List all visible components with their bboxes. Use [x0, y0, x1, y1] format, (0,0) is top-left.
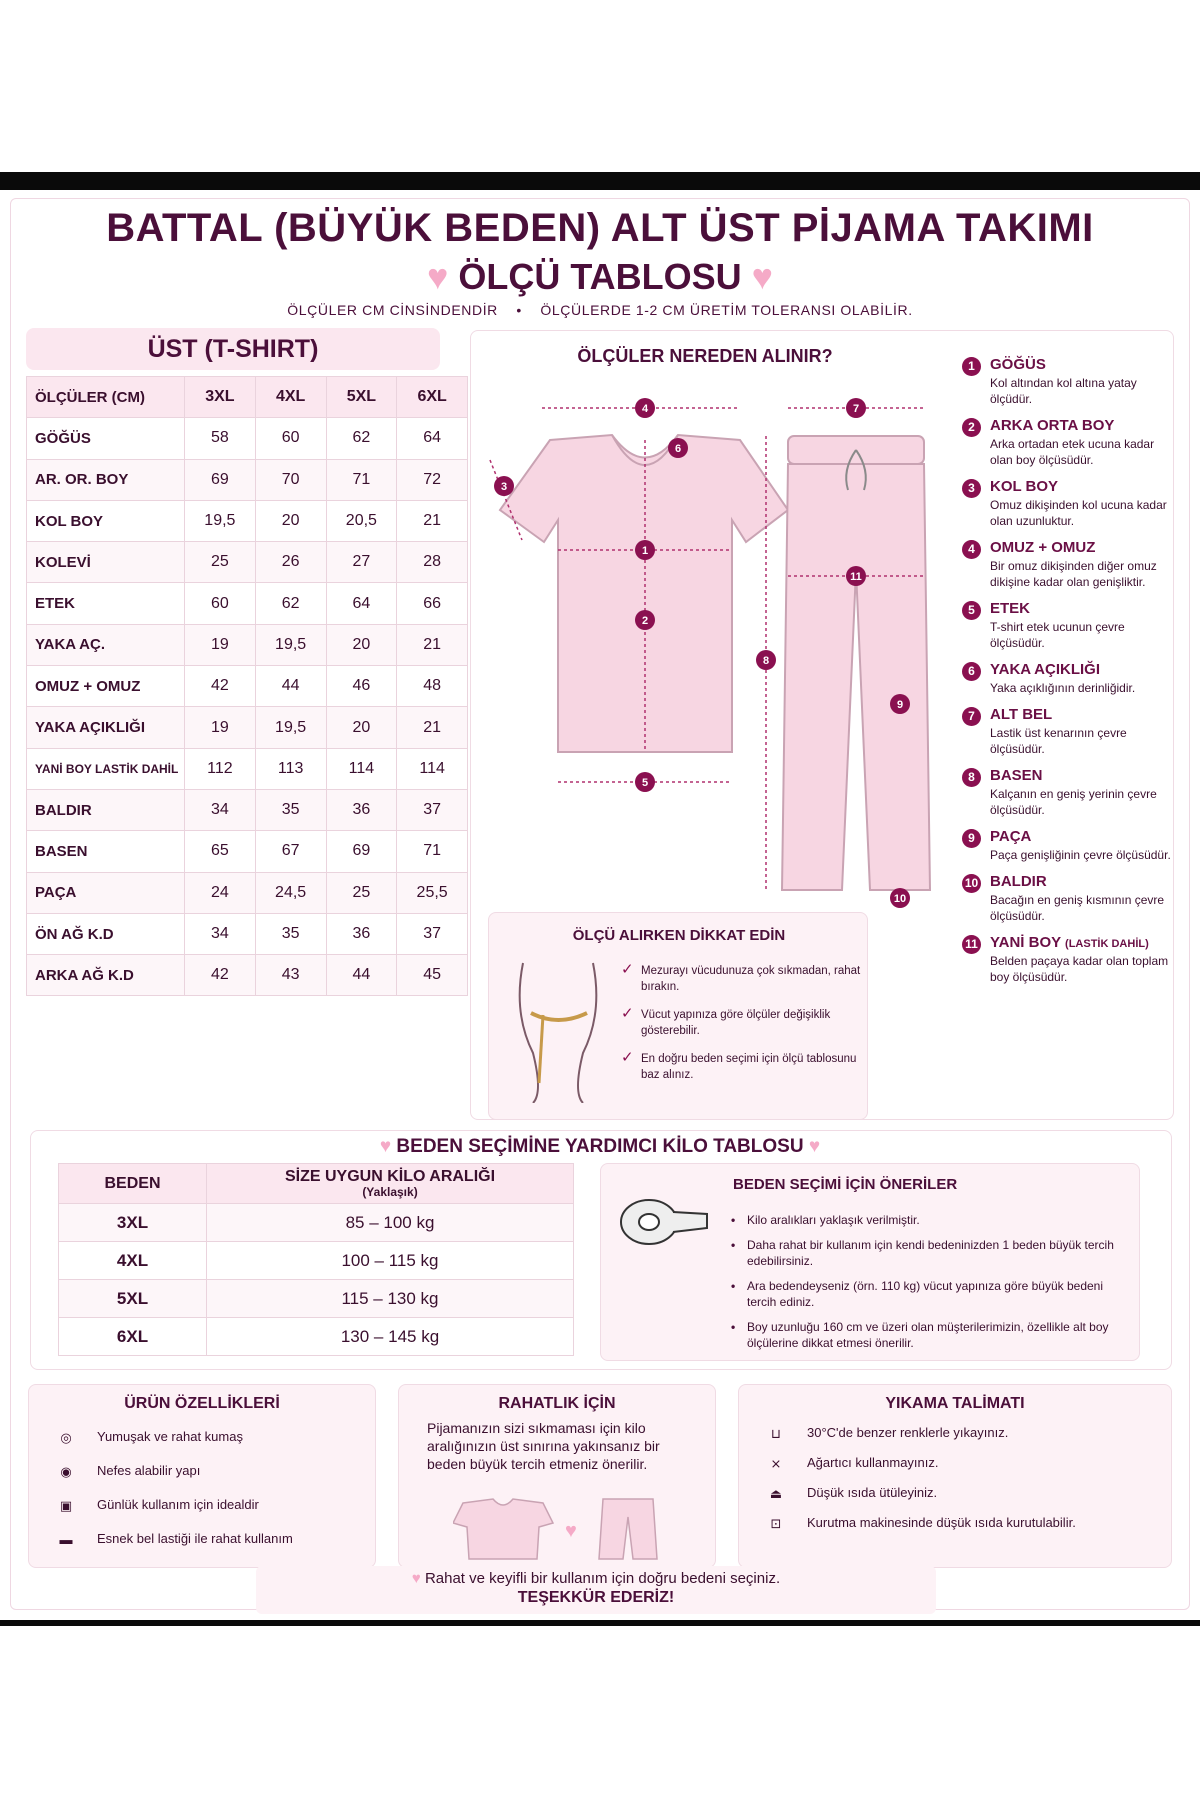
- caution-item: [621, 1007, 861, 1039]
- size-value-cell: 21: [397, 500, 468, 541]
- caution-list: [621, 963, 861, 1095]
- size-value-cell: 35: [255, 913, 326, 954]
- marker-number: 5: [641, 777, 649, 789]
- size-value-cell: 114: [326, 748, 397, 789]
- size-value-cell: 20,5: [326, 500, 397, 541]
- size-table-row: [27, 583, 468, 624]
- comfort-title: RAHATLIK İÇİN: [498, 1395, 616, 1412]
- size-value-cell: 48: [397, 666, 468, 707]
- legend-title-text: ARKA ORTA BOY: [990, 417, 1115, 434]
- row-label: ARKA AĞ K.D: [27, 955, 185, 996]
- diagram-marker: [846, 566, 866, 586]
- size-table-row: [27, 542, 468, 583]
- legend-title-text: KOL BOY: [990, 478, 1059, 495]
- size-table-row: [27, 459, 468, 500]
- legend-desc: Arka ortadan etek ucuna kadar olan boy ölçüsüdür.: [990, 437, 1155, 467]
- marker-number: 9: [896, 699, 904, 711]
- diagram-marker: [846, 398, 866, 418]
- advice-item: • Ara bedendeyseniz (örn. 110 kg) vücut yapınıza göre büyük bedeni tercih ediniz.: [725, 1278, 1125, 1310]
- size-value-cell: 62: [326, 418, 397, 459]
- caution-item: [621, 1051, 861, 1083]
- legend-item: [960, 828, 1180, 863]
- legend-number-badge: 3: [962, 479, 981, 498]
- heart-icon: ♥: [379, 1136, 392, 1157]
- size-value-cell: 64: [397, 418, 468, 459]
- size-table-row: [27, 872, 468, 913]
- washing-title: YIKAMA TALİMATI: [885, 1395, 1025, 1412]
- diagram-marker: [635, 540, 655, 560]
- legend-desc: Belden paçaya kadar olan toplam boy ölçüsüdür.: [990, 954, 1169, 984]
- washing-text: Ağartıcı kullanmayınız.: [807, 1455, 939, 1470]
- diagram-title: ÖLÇÜLER NEREDEN ALINIR?: [577, 346, 833, 366]
- pants-illustration: [782, 436, 930, 890]
- row-label: PAÇA: [27, 872, 185, 913]
- size-value-cell: 62: [255, 583, 326, 624]
- kilo-table-row: [59, 1242, 574, 1280]
- legend-title-text: PAÇA: [990, 828, 1032, 845]
- size-value-cell: 69: [326, 831, 397, 872]
- marker-number: 4: [641, 403, 649, 415]
- comfort-card: [398, 1384, 716, 1568]
- legend-desc: Lastik üst kenarının çevre ölçüsüdür.: [990, 726, 1127, 756]
- legend-title-note: (LASTİK DAHİL): [1065, 938, 1149, 950]
- feature-text: Günlük kullanım için idealdir: [97, 1497, 259, 1512]
- size-value-cell: 19: [185, 707, 256, 748]
- size-value-cell: 45: [397, 955, 468, 996]
- legend-title-text: BASEN: [990, 767, 1043, 784]
- legend-item: [960, 478, 1180, 529]
- range-header-text: SİZE UYGUN KİLO ARALIĞI: [284, 1168, 496, 1185]
- size-value-cell: 72: [397, 459, 468, 500]
- column-header: ÖLÇÜLER (CM): [27, 377, 185, 418]
- legend-item: [960, 767, 1180, 818]
- washing-text: 30°C'de benzer renklerle yıkayınız.: [807, 1425, 1009, 1440]
- check-icon: ✓: [621, 961, 634, 978]
- caution-title: ÖLÇÜ ALIRKEN DİKKAT EDİN: [572, 927, 786, 944]
- size-value-cell: 34: [185, 913, 256, 954]
- legend-title: [990, 661, 1180, 678]
- advice-item: • Kilo aralıkları yaklaşık verilmiştir.: [725, 1212, 1125, 1228]
- size-table-row: [27, 418, 468, 459]
- features-card: [28, 1384, 376, 1568]
- diagram-marker: [635, 772, 655, 792]
- feature-item: [51, 1497, 259, 1514]
- size-value-cell: 36: [326, 789, 397, 830]
- legend-number-badge: 4: [962, 540, 981, 559]
- size-table: [26, 376, 468, 996]
- legend-title: [990, 767, 1180, 784]
- legend-item: [960, 661, 1180, 696]
- legend-item: [960, 356, 1180, 407]
- legend-desc: Kol altından kol altına yatay ölçüdür.: [990, 376, 1137, 406]
- advice-item: • Boy uzunluğu 160 cm ve üzeri olan müşterilerimizin, özellikle alt boy ölçülerine dikkat etmesi önerilir.: [725, 1319, 1125, 1351]
- size-value-cell: 70: [255, 459, 326, 500]
- washing-card: [738, 1384, 1172, 1568]
- size-table-row: [27, 789, 468, 830]
- kilo-table-body: [59, 1204, 574, 1356]
- shirt-icon: ▣: [59, 1497, 73, 1513]
- kilo-size-cell: 4XL: [59, 1242, 207, 1280]
- legend-title: [990, 828, 1180, 845]
- legend-desc: Kalçanın en geniş yerinin çevre ölçüsüdür.: [990, 787, 1157, 817]
- breathable-icon: ◉: [60, 1463, 72, 1479]
- size-value-cell: 67: [255, 831, 326, 872]
- legend-title: [990, 600, 1180, 617]
- size-value-cell: 60: [255, 418, 326, 459]
- size-table-row: [27, 913, 468, 954]
- size-value-cell: 25: [326, 872, 397, 913]
- size-value-cell: 42: [185, 955, 256, 996]
- legend-item: [960, 417, 1180, 468]
- size-value-cell: 44: [326, 955, 397, 996]
- heart-icon: ♥: [411, 1570, 421, 1587]
- kilo-table-row: [59, 1318, 574, 1356]
- size-value-cell: 58: [185, 418, 256, 459]
- size-value-cell: 21: [397, 624, 468, 665]
- feature-text: Yumuşak ve rahat kumaş: [97, 1429, 243, 1444]
- row-label: KOL BOY: [27, 500, 185, 541]
- size-value-cell: 44: [255, 666, 326, 707]
- feature-item: [51, 1531, 293, 1547]
- size-value-cell: 43: [255, 955, 326, 996]
- kilo-size-cell: 6XL: [59, 1318, 207, 1356]
- legend-title: [990, 539, 1180, 556]
- no-bleach-icon: ⨯: [770, 1455, 782, 1471]
- kilo-range-cell: 130 – 145 kg: [207, 1318, 574, 1356]
- size-value-cell: 69: [185, 459, 256, 500]
- washing-item: [761, 1515, 1141, 1532]
- size-table-row: [27, 624, 468, 665]
- legend-title: [990, 706, 1180, 723]
- size-table-row: [27, 666, 468, 707]
- diagram-marker: [635, 610, 655, 630]
- size-value-cell: 113: [255, 748, 326, 789]
- size-value-cell: 19,5: [255, 624, 326, 665]
- caution-text: En doğru beden seçimi için ölçü tablosunu baz alınız.: [641, 1053, 857, 1081]
- legend-title-text: ALT BEL: [990, 706, 1053, 723]
- row-label: AR. OR. BOY: [27, 459, 185, 500]
- legend-title: [990, 478, 1180, 495]
- size-value-cell: 26: [255, 542, 326, 583]
- advice-list: [725, 1212, 1125, 1360]
- marker-number: 6: [674, 443, 682, 455]
- row-label: BASEN: [27, 831, 185, 872]
- legend-item: [960, 600, 1180, 651]
- advice-item: • Daha rahat bir kullanım için kendi bedeninizden 1 beden büyük tercih edebilirsiniz.: [725, 1237, 1125, 1269]
- size-value-cell: 64: [326, 583, 397, 624]
- washing-item: [761, 1425, 1008, 1442]
- legend-title: [990, 934, 1180, 951]
- size-value-cell: 20: [326, 624, 397, 665]
- size-value-cell: 46: [326, 666, 397, 707]
- size-value-cell: 19,5: [185, 500, 256, 541]
- marker-number: 1: [641, 545, 649, 557]
- size-value-cell: 27: [326, 542, 397, 583]
- row-label: YAKA AÇ.: [27, 624, 185, 665]
- legend-title: [990, 873, 1180, 890]
- check-icon: ✓: [621, 1049, 634, 1066]
- row-label: YAKA AÇIKLIĞI: [27, 707, 185, 748]
- size-value-cell: 35: [255, 789, 326, 830]
- legend-title-text: YAKA AÇIKLIĞI: [990, 661, 1101, 678]
- legend-title-text: YANİ BOY: [990, 934, 1061, 951]
- heart-icon: ♥: [808, 1136, 821, 1157]
- column-header: 3XL: [185, 377, 256, 418]
- legend-desc: Yaka açıklığının derinliğidir.: [990, 681, 1136, 695]
- top-black-bar: [0, 172, 1200, 190]
- kilo-range-cell: 115 – 130 kg: [207, 1280, 574, 1318]
- row-label: ÖN AĞ K.D: [27, 913, 185, 954]
- note-units: ÖLÇÜLER CM CİNSİNDENDİR: [287, 302, 498, 318]
- legend-item: [960, 934, 1180, 985]
- kilo-table-row: [59, 1280, 574, 1318]
- tshirt-illustration: [500, 435, 788, 752]
- legend-item: [960, 873, 1180, 924]
- bullet-icon: •: [516, 302, 522, 318]
- column-header: 5XL: [326, 377, 397, 418]
- legend-number-badge: 8: [962, 768, 981, 787]
- size-value-cell: 66: [397, 583, 468, 624]
- column-header: 4XL: [255, 377, 326, 418]
- legend-number-badge: 6: [962, 662, 981, 681]
- page-title: BATTAL (BÜYÜK BEDEN) ALT ÜST PİJAMA TAKIMI: [106, 206, 1094, 250]
- row-label: YANİ BOY LASTİK DAHİL: [27, 748, 185, 789]
- bottom-black-bar: [0, 1620, 1200, 1626]
- legend-title: [990, 356, 1180, 373]
- diagram-marker: [756, 650, 776, 670]
- advice-title: BEDEN SEÇİMİ İÇİN ÖNERİLER: [733, 1176, 958, 1193]
- size-table-header-row: [27, 377, 468, 418]
- kilo-title-text: BEDEN SEÇİMİNE YARDIMCI KİLO TABLOSU: [396, 1136, 804, 1157]
- size-table-row: [27, 707, 468, 748]
- kilo-title: [0, 1136, 1200, 1158]
- marker-number: 7: [852, 403, 860, 415]
- kilo-range-cell: 100 – 115 kg: [207, 1242, 574, 1280]
- soft-fabric-icon: ◎: [60, 1429, 72, 1445]
- legend-number-badge: 9: [962, 829, 981, 848]
- size-table-row: [27, 748, 468, 789]
- size-value-cell: 25,5: [397, 872, 468, 913]
- diagram-marker: [890, 694, 910, 714]
- marker-number: 2: [641, 615, 649, 627]
- feature-text: Esnek bel lastiği ile rahat kullanım: [97, 1531, 293, 1546]
- washing-item: [761, 1455, 939, 1472]
- size-value-cell: 60: [185, 583, 256, 624]
- kilo-size-cell: 5XL: [59, 1280, 207, 1318]
- legend-title-text: BALDIR: [990, 873, 1047, 890]
- features-title: ÜRÜN ÖZELLİKLERİ: [124, 1395, 280, 1412]
- legend-title-text: OMUZ + OMUZ: [990, 539, 1096, 556]
- svg-text:♥: ♥: [565, 1520, 577, 1542]
- size-table-row: [27, 831, 468, 872]
- tumble-dry-low-icon: ⊡: [770, 1515, 782, 1531]
- iron-low-icon: ⏏: [769, 1485, 783, 1501]
- kilo-range-cell: 85 – 100 kg: [207, 1204, 574, 1242]
- subtitle-text: ÖLÇÜ TABLOSU: [458, 256, 742, 297]
- size-table-row: [27, 500, 468, 541]
- caution-item: [621, 963, 861, 995]
- legend-title-text: ETEK: [990, 600, 1031, 617]
- marker-number: 11: [850, 571, 862, 583]
- wash-30-icon: ⊔: [770, 1425, 782, 1441]
- legend-number-badge: 5: [962, 601, 981, 620]
- legend-number-badge: 7: [962, 707, 981, 726]
- legend-number-badge: 2: [962, 418, 981, 437]
- heart-icon: ♥: [751, 256, 774, 297]
- advice-box: [600, 1163, 1140, 1361]
- comfort-text: Pijamanızın sizi sıkmaması için kilo aralığınızın üst sınırına yakınsanız bir beden büyük tercih etmeniz önerilir.: [427, 1420, 660, 1472]
- caution-box: [488, 912, 868, 1120]
- size-table-body: [27, 418, 468, 996]
- legend-item: [960, 706, 1180, 757]
- diagram-marker: [668, 438, 688, 458]
- kilo-size-cell: 3XL: [59, 1204, 207, 1242]
- size-value-cell: 20: [326, 707, 397, 748]
- kilo-table-header-row: [59, 1164, 574, 1204]
- legend-number-badge: 10: [962, 874, 981, 893]
- size-value-cell: 25: [185, 542, 256, 583]
- feature-item: [51, 1463, 200, 1480]
- size-value-cell: 21: [397, 707, 468, 748]
- kilo-table: [58, 1163, 574, 1356]
- marker-number: 8: [762, 655, 770, 667]
- column-header: [207, 1164, 574, 1204]
- marker-number: 3: [500, 481, 508, 493]
- legend-number-badge: 1: [962, 357, 981, 376]
- marker-number: 10: [893, 893, 907, 905]
- size-value-cell: 20: [255, 500, 326, 541]
- washing-item: [761, 1485, 937, 1502]
- measurement-note: [0, 302, 1200, 318]
- diagram-marker: [890, 888, 910, 908]
- page-subtitle: [0, 256, 1200, 298]
- size-value-cell: 71: [397, 831, 468, 872]
- size-value-cell: 36: [326, 913, 397, 954]
- column-header: BEDEN: [59, 1164, 207, 1204]
- footer-line1: Rahat ve keyifli bir kullanım için doğru bedeni seçiniz.: [424, 1570, 781, 1587]
- waistband-icon: ▬: [59, 1532, 73, 1548]
- row-label: KOLEVİ: [27, 542, 185, 583]
- measuring-tape-icon: [617, 1194, 709, 1250]
- kilo-table-row: [59, 1204, 574, 1242]
- size-value-cell: 37: [397, 913, 468, 954]
- size-value-cell: 112: [185, 748, 256, 789]
- thanks-banner: [256, 1566, 936, 1614]
- range-header-note: (Yaklaşık): [362, 1185, 418, 1199]
- check-icon: ✓: [621, 1005, 634, 1022]
- size-value-cell: 65: [185, 831, 256, 872]
- caution-text: Mezurayı vücudunuza çok sıkmadan, rahat bırakın.: [641, 965, 861, 993]
- row-label: BALDIR: [27, 789, 185, 830]
- legend-title-text: GÖĞÜS: [990, 356, 1046, 373]
- row-label: ETEK: [27, 583, 185, 624]
- size-value-cell: 24,5: [255, 872, 326, 913]
- legend-desc: Omuz dikişinden kol ucuna kadar olan uzunluktur.: [990, 498, 1167, 528]
- size-value-cell: 114: [397, 748, 468, 789]
- row-label: GÖĞÜS: [27, 418, 185, 459]
- column-header: 6XL: [397, 377, 468, 418]
- legend-desc: Bir omuz dikişinden diğer omuz dikişine kadar olan genişliktir.: [990, 559, 1157, 589]
- size-value-cell: 37: [397, 789, 468, 830]
- heart-icon: ♥: [426, 256, 449, 297]
- size-value-cell: 24: [185, 872, 256, 913]
- legend-desc: Paça genişliğinin çevre ölçüsüdür.: [990, 848, 1171, 862]
- measurement-legend: [960, 356, 1180, 995]
- size-table-section: [26, 328, 468, 988]
- washing-text: Düşük ısıda ütüleyiniz.: [807, 1485, 938, 1500]
- diagram-marker: [635, 398, 655, 418]
- pajama-set-icon: [453, 1493, 663, 1563]
- legend-number-badge: 11: [962, 935, 981, 954]
- body-measuring-icon: [503, 953, 613, 1103]
- note-tolerance: ÖLÇÜLERDE 1-2 CM ÜRETİM TOLERANSI OLABİLİR.: [540, 302, 913, 318]
- size-value-cell: 19,5: [255, 707, 326, 748]
- size-value-cell: 71: [326, 459, 397, 500]
- feature-text: Nefes alabilir yapı: [97, 1463, 201, 1478]
- feature-item: [51, 1429, 243, 1446]
- washing-text: Kurutma makinesinde düşük ısıda kurutulabilir.: [807, 1515, 1076, 1530]
- diagram-marker: [494, 476, 514, 496]
- legend-item: [960, 539, 1180, 590]
- caution-text: Vücut yapınıza göre ölçüler değişiklik gösterebilir.: [641, 1009, 831, 1037]
- size-value-cell: 19: [185, 624, 256, 665]
- legend-desc: Bacağın en geniş kısmının çevre ölçüsüdür.: [990, 893, 1165, 923]
- thanks-message: TEŞEKKÜR EDERİZ!: [517, 1589, 675, 1606]
- size-table-heading: ÜST (T-SHIRT): [26, 328, 440, 370]
- size-value-cell: 42: [185, 666, 256, 707]
- size-value-cell: 28: [397, 542, 468, 583]
- garment-diagram: [470, 370, 960, 910]
- row-label: OMUZ + OMUZ: [27, 666, 185, 707]
- size-value-cell: 34: [185, 789, 256, 830]
- size-table-row: [27, 955, 468, 996]
- legend-title: [990, 417, 1180, 434]
- thanks-line: [256, 1570, 936, 1587]
- legend-desc: T-shirt etek ucunun çevre ölçüsüdür.: [990, 620, 1125, 650]
